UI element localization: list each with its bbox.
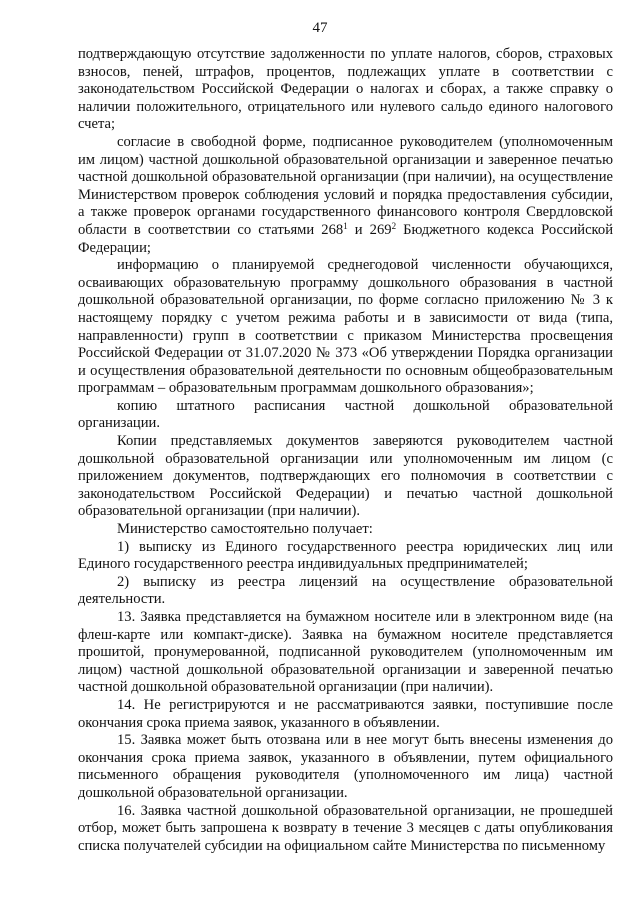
paragraph-clause-14: 14. Не регистрируются и не рассматриваются заявки, поступившие после окончания срока приема заявок, указанного в объявлении. (78, 696, 613, 731)
paragraph-tax-certificate: подтверждающую отсутствие задолженности по уплате налогов, сборов, страховых взносов, пеней, штрафов, процентов, подлежащих уплате в соответствии с законодательством Российской Федерации о налогах и сборах, а также справку о наличии положительного, отрицательного или нулевого сальдо единого налогового счета; (78, 46, 613, 133)
footnote-marker-1: 1 (343, 220, 348, 231)
paragraph-license-registry: 2) выписку из реестра лицензий на осуществление образовательной деятельности. (78, 573, 613, 608)
consent-text-start: согласие в свободной форме, подписанное руководителем (уполномоченным им лицом) частной дошкольной образовательной организации и заверенное печатью частной дошкольной образовательной организации (при наличии), на осуществление Министерством проверок соблюдения условий и порядка предоставления субсидии, а также проверок органами государственного финансового контроля Свердловской области в соответствии со статьями 268 (78, 133, 613, 238)
paragraph-legal-entity-registry: 1) выписку из Единого государственного реестра юридических лиц или Единого государственного реестра индивидуальных предпринимателей; (78, 538, 613, 573)
paragraph-clause-16: 16. Заявка частной дошкольной образовательной организации, не прошедшей отбор, может быть запрошена к возврату в течение 3 месяцев с даты опубликования списка получателей субсидии на официальном сайте Министерства по письменному (78, 802, 613, 854)
consent-text-middle: и 269 (347, 221, 392, 238)
paragraph-clause-15: 15. Заявка может быть отозвана или в нее могут быть внесены изменения до окончания срока приема заявок, указанного в объявлении, путем официального письменного обращения руководителя (уполномоченного им лица) частной дошкольной образовательной организации. (78, 732, 613, 801)
consent-text-end: Бюджетного кодекса Российской Федерации; (78, 221, 614, 256)
paragraph-consent (78, 134, 613, 257)
footnote-marker-2: 2 (391, 220, 397, 231)
paragraph-clause-13: 13. Заявка представляется на бумажном носителе или в электронном виде (на флеш-карте или компакт-диске). Заявка на бумажном носителе представляется прошитой, пронумерованной, подписанной руководителем (уполномоченным им лицом) частной дошкольной образовательной организации и заверенной печатью частной дошкольной образовательной организации (при наличии). (78, 609, 613, 696)
paragraph-enrollment-info: информацию о планируемой среднегодовой численности обучающихся, осваивающих образовательную программу дошкольного образования в частной дошкольной образовательной организации, по форме согласно приложению № 3 к настоящему порядку с учетом режима работы и в зависимости от вида (типа, направленности) групп в соответствии с приказом Министерства просвещения Российской Федерации от 31.07.2020 № 373 «Об утверждении Порядка организации и осуществления образовательной деятельности по основным общеобразовательным программам – образовательным программам дошкольного образования»; (78, 257, 613, 397)
paragraph-ministry-obtains: Министерство самостоятельно получает: (117, 521, 373, 538)
paragraph-document-copies: Копии представляемых документов заверяются руководителем частной дошкольной образовательной организации или уполномоченным им лицом (с приложением документов, подтверждающих его полномочия в соответствии с законодательством Российской Федерации) и печатью частной дошкольной образовательной организации (при наличии). (78, 433, 613, 520)
page-number: 47 (312, 20, 328, 36)
document-body (78, 46, 613, 855)
paragraph-staff-schedule: копию штатного расписания частной дошкольной образовательной организации. (78, 397, 613, 432)
